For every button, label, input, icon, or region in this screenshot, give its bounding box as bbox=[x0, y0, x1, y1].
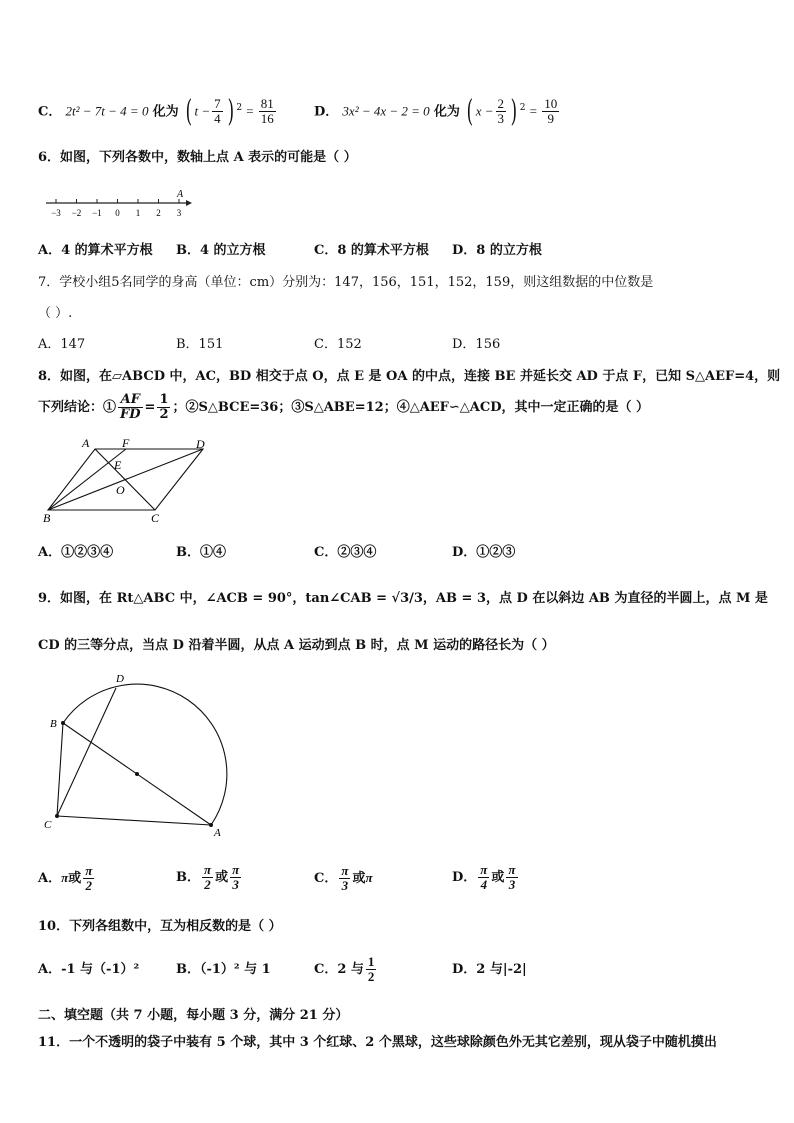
q7-option-c: C．152 bbox=[314, 337, 362, 352]
q9-stem-2: CD 的三等分点，当点 D 沿着半圆，从点 A 运动到点 B 时，点 M 运动的路径长为（ ） bbox=[38, 638, 555, 653]
q9-option-c: C． $\frac{\pi}{3}$ 或π bbox=[314, 863, 373, 893]
q5-d-inner-fraction: $\frac{2}{3}$ bbox=[497, 96, 504, 126]
q6-option-a: A．4 的算术平方根 bbox=[38, 243, 153, 258]
q6-stem: 6．如图，下列各数中，数轴上点 A 表示的可能是（ ） bbox=[38, 150, 357, 165]
q9-option-b: B． $\frac{\pi}{2}$ 或 $\frac{\pi}{3}$ bbox=[176, 862, 240, 892]
q8-af-fd-fraction: $\frac{AF}{FD}$ bbox=[120, 392, 141, 422]
label-f: F bbox=[122, 436, 130, 450]
label-a: A bbox=[82, 436, 90, 450]
label-e: E bbox=[114, 458, 122, 472]
label-c: C bbox=[151, 511, 160, 525]
number-line-tick-label: 1 bbox=[135, 208, 141, 218]
segment-cd bbox=[57, 688, 116, 816]
q6-number-line bbox=[44, 186, 194, 220]
point-c bbox=[55, 814, 59, 818]
label-b: B bbox=[43, 511, 51, 525]
q7-option-a: A．147 bbox=[38, 337, 86, 352]
q8-figure-parallelogram bbox=[40, 436, 220, 528]
q7-stem-2: （ ）. bbox=[38, 306, 73, 321]
q5-c-equation: 2t² − 7t − 4 = 0 bbox=[65, 103, 149, 119]
q9-stem: 9．如图，在 Rt△ABC 中，∠ACB = 90°，tan∠CAB = √3/3，AB = 3，点 D 在以斜边 AB 为直径的半圆上，点 M 是 bbox=[38, 591, 768, 606]
q7-option-d: D．156 bbox=[452, 337, 501, 352]
center-point bbox=[135, 772, 139, 776]
q5-c-rhs-fraction: $\frac{81}{16}$ bbox=[260, 96, 274, 126]
q10-option-d: D．2 与|-2| bbox=[452, 962, 527, 977]
q5-d-var: x − bbox=[475, 103, 494, 119]
point-a bbox=[209, 823, 213, 827]
q5-c-word: 化为 bbox=[152, 104, 179, 120]
label-c: C bbox=[44, 819, 52, 831]
q8-option-d: D．①②③ bbox=[452, 545, 516, 560]
q8-stem2-prefix: 下列结论：① bbox=[38, 400, 117, 415]
q8-option-c: C．②③④ bbox=[314, 545, 377, 560]
q10-option-c: C．2 与 $\frac{1}{2}$ bbox=[314, 954, 375, 984]
q7-stem: 7．学校小组5名同学的身高（单位：cm）分别为：147，156，151，152，159，则这组数据的中位数是 bbox=[38, 275, 654, 290]
q9-figure-semicircle bbox=[38, 668, 238, 840]
q6-option-b: B．4 的立方根 bbox=[176, 243, 266, 258]
right-paren: ) bbox=[227, 93, 234, 129]
q8-eq: = bbox=[144, 400, 156, 415]
number-line-tick-label: 0 bbox=[115, 208, 120, 218]
q5-c-inner-fraction: $\frac{7}{4}$ bbox=[214, 96, 221, 126]
label-d: D bbox=[196, 437, 205, 451]
q5-d-equation: 3x² − 4x − 2 = 0 bbox=[342, 103, 430, 119]
q8-option-b: B．①④ bbox=[176, 545, 226, 560]
q9-option-d: D． $\frac{\pi}{4}$ 或 $\frac{\pi}{3}$ bbox=[452, 862, 516, 892]
number-line-tick-label: −1 bbox=[92, 208, 102, 218]
label-b: B bbox=[50, 718, 57, 730]
q5-d-label: D． bbox=[314, 104, 339, 120]
q8-half-fraction: $\frac{1}{2}$ bbox=[159, 392, 169, 422]
q5-d-rhs-fraction: $\frac{10}{9}$ bbox=[544, 96, 558, 126]
q5-c-label: C． bbox=[38, 104, 62, 120]
point-b bbox=[61, 721, 65, 725]
section-2-heading: 二、填空题（共 7 小题，每小题 3 分，满分 21 分） bbox=[38, 1008, 349, 1023]
semicircle-arc bbox=[63, 684, 227, 825]
q9-option-a: A．π或 $\frac{\pi}{2}$ bbox=[38, 863, 93, 893]
q8-stem-2 bbox=[38, 390, 649, 426]
number-line-tick-label: −3 bbox=[51, 208, 61, 218]
q5-option-c: C． 2t² − 7t − 4 = 0 化为 ( t − $\frac{7}{4}$ ) $^2$ = $\frac{81}{16}$ bbox=[38, 88, 278, 128]
left-paren: ( bbox=[185, 93, 192, 129]
number-line-tick-label: −2 bbox=[71, 208, 82, 218]
q5-option-d: D． 3x² − 4x − 2 = 0 化为 ( x − $\frac{2}{3}$ ) $^2$ = $\frac{10}{9}$ bbox=[314, 88, 561, 128]
q6-option-d: D．8 的立方根 bbox=[452, 243, 542, 258]
number-line-tick-label: 2 bbox=[156, 208, 161, 218]
q7-option-b: B．151 bbox=[176, 337, 224, 352]
q6-point-label: A bbox=[177, 189, 184, 200]
q6-option-c: C．8 的算术平方根 bbox=[314, 243, 429, 258]
segment-ca bbox=[57, 816, 211, 825]
left-paren: ( bbox=[466, 93, 474, 129]
q5-c-var: t − bbox=[194, 103, 211, 119]
q10-option-a: A．-1 与（-1）² bbox=[38, 962, 140, 977]
segment-bc bbox=[57, 723, 63, 816]
q8-stem2-rest: ；②S△BCE=36；③S△ABE=12；④△AEF∽△ACD，其中一定正确的是（ ） bbox=[172, 400, 650, 415]
number-line-tick-label: 3 bbox=[176, 208, 182, 218]
q8-stem: 8．如图，在▱ABCD 中，AC，BD 相交于点 O，点 E 是 OA 的中点，连接 BE 并延长交 AD 于点 F，已知 S△AEF=4，则 bbox=[38, 369, 781, 384]
label-d: D bbox=[116, 673, 124, 685]
q10-stem: 10．下列各组数中，互为相反数的是（ ） bbox=[38, 919, 282, 934]
label-o: O bbox=[116, 483, 125, 497]
q8-option-a: A．①②③④ bbox=[38, 545, 114, 560]
q10-option-b: B．（-1）² 与 1 bbox=[176, 962, 271, 977]
q11-stem: 11．一个不透明的袋子中装有 5 个球，其中 3 个红球、2 个黑球，这些球除颜色外无其它差别，现从袋子中随机摸出 bbox=[38, 1035, 717, 1050]
right-paren: ) bbox=[510, 93, 518, 129]
label-a: A bbox=[214, 827, 221, 839]
q5-d-word: 化为 bbox=[433, 104, 460, 120]
